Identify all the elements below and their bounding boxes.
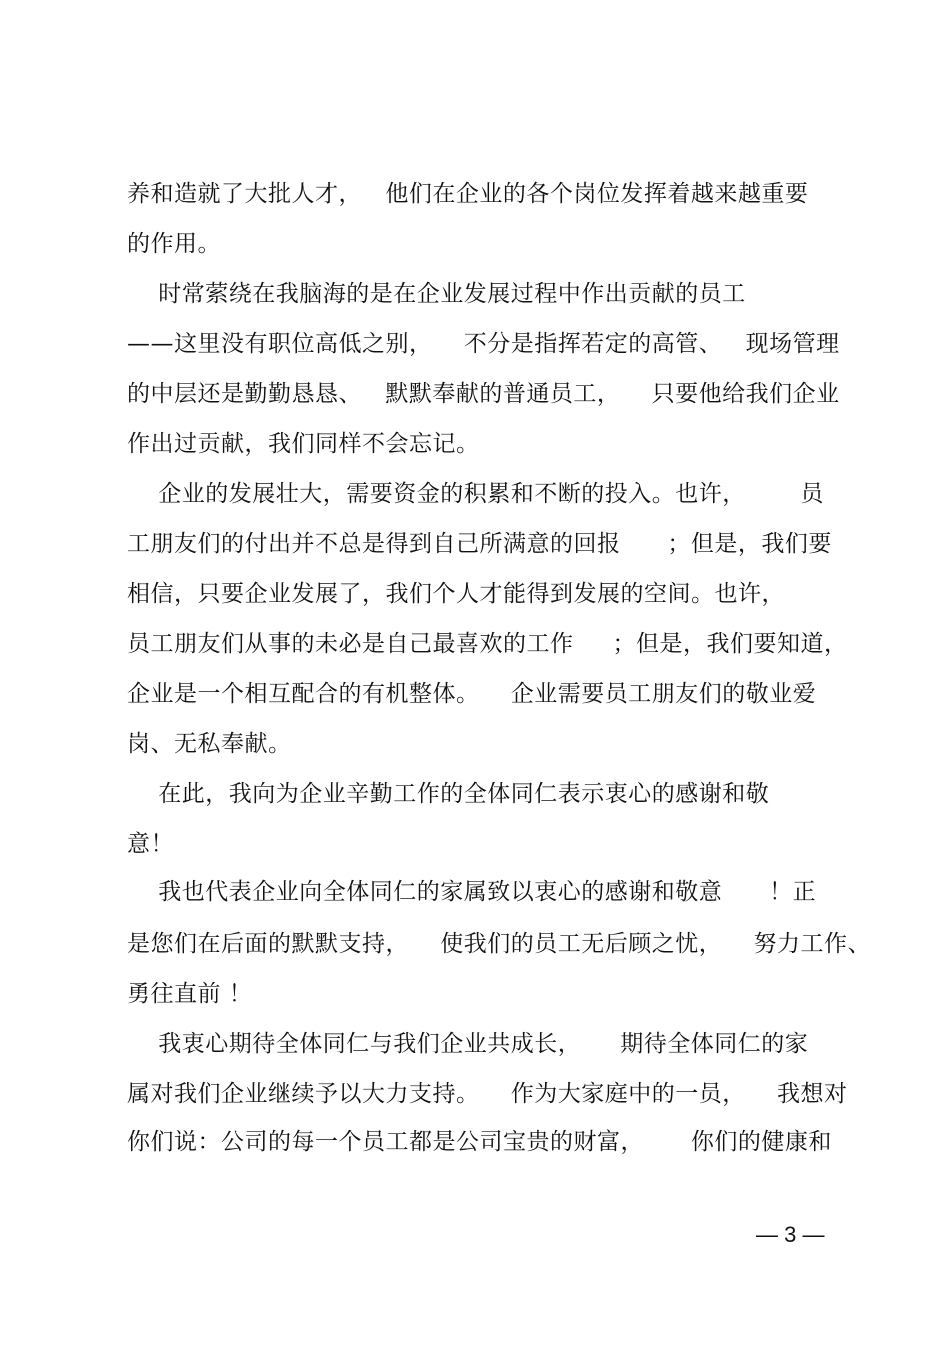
- text-line: ——这里没有职位高低之别， 不分是指挥若定的高管、 现场管理: [127, 331, 840, 357]
- text-line: 养和造就了大批人才， 他们在企业的各个岗位发挥着越来越重要: [127, 181, 809, 207]
- text-line: 企业的发展壮大，需要资金的积累和不断的投入。也许， 员: [127, 481, 824, 507]
- text-line: 员工朋友们从事的未必是自己最喜欢的工作 ；但是，我们要知道，: [127, 631, 848, 657]
- text-line: 勇往直前 ！: [127, 981, 253, 1007]
- text-line: 是您们在后面的默默支持， 使我们的员工无后顾之忧， 努力工作、: [127, 931, 871, 957]
- text-line: 我也代表企业向全体同仁的家属致以衷心的感谢和敬意 ！正: [127, 879, 817, 905]
- text-line: 时常萦绕在我脑海的是在企业发展过程中作出贡献的员工: [127, 281, 746, 307]
- text-line: 属对我们企业继续予以大力支持。 作为大家庭中的一员， 我想对: [127, 1081, 848, 1107]
- page-number: — 3 —: [756, 1222, 825, 1247]
- text-line: 在此，我向为企业辛勤工作的全体同仁表示衷心的感谢和敬: [127, 781, 770, 807]
- text-line: 意！: [127, 831, 174, 857]
- text-line: 企业是一个相互配合的有机整体。 企业需要员工朋友们的敬业爱: [127, 681, 817, 707]
- text-line: 工朋友们的付出并不总是得到自己所满意的回报 ；但是，我们要: [127, 531, 832, 557]
- text-line: 岗、无私奉献。: [127, 731, 292, 757]
- text-line: 作出过贡献，我们同样不会忘记。: [127, 431, 480, 457]
- text-line: 的中层还是勤勤恳恳、 默默奉献的普通员工， 只要他给我们企业: [127, 381, 840, 407]
- text-line: 你们说：公司的每一个员工都是公司宝贵的财富， 你们的健康和: [127, 1129, 832, 1155]
- text-line: 的作用。: [127, 231, 221, 257]
- text-line: 我衷心期待全体同仁与我们企业共成长， 期待全体同仁的家: [127, 1031, 809, 1057]
- text-line: 相信，只要企业发展了，我们个人才能得到发展的空间。也许，: [127, 581, 785, 607]
